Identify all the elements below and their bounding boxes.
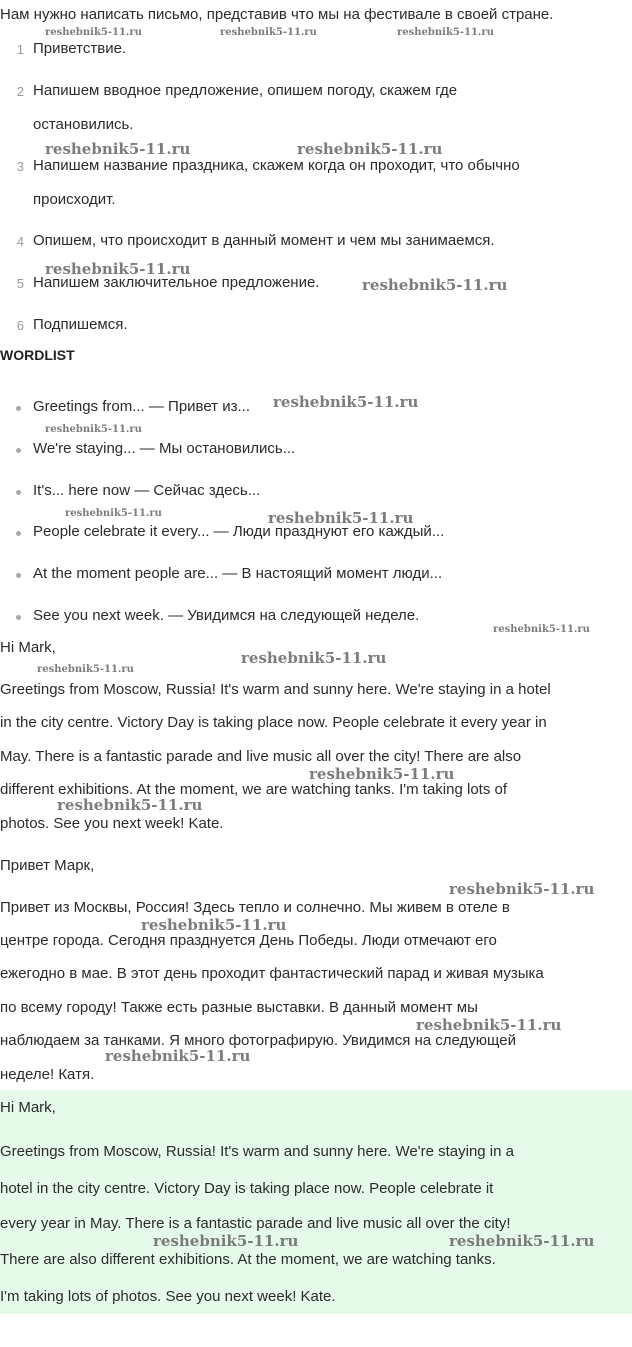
wordlist-item: It's... here now — Сейчас здесь... (33, 482, 261, 499)
bullet-icon (16, 406, 21, 411)
wordlist-item: At the moment people are... — В настоящий момент люди... (33, 565, 443, 582)
watermark: reshebnik5-11.ru (141, 916, 287, 934)
letter-line: центре города. Сегодня празднуется День Победы. Люди отмечают его (0, 932, 497, 949)
letter-line: May. There is a fantastic parade and live music all over the city! There are also (0, 748, 522, 765)
step-number: 4 (16, 234, 24, 249)
step-number: 6 (16, 318, 24, 333)
step-text: Опишем, что происходит в данный момент и чем мы занимаемся. (33, 232, 495, 249)
step-text: происходит. (33, 191, 116, 208)
watermark: reshebnik5-11.ru (449, 1232, 595, 1250)
watermark: reshebnik5-11.ru (493, 624, 590, 635)
watermark: reshebnik5-11.ru (416, 1016, 562, 1034)
letter-line: different exhibitions. At the moment, we are watching tanks. I'm taking lots of (0, 781, 508, 798)
step-text: Напишем название праздника, скажем когда он проходит, что обычно (33, 157, 520, 174)
watermark: reshebnik5-11.ru (297, 140, 443, 158)
letter-line: Greetings from Moscow, Russia! It's warm and sunny here. We're staying in a (0, 1143, 514, 1160)
letter-line: I'm taking lots of photos. See you next week! Kate. (0, 1288, 336, 1305)
watermark: reshebnik5-11.ru (45, 140, 191, 158)
letter-line: по всему городу! Также есть разные выставки. В данный момент мы (0, 999, 478, 1016)
step-number: 5 (16, 276, 24, 291)
letter-greeting: Hi Mark, (0, 1099, 56, 1116)
watermark: reshebnik5-11.ru (65, 508, 162, 519)
step-text: остановились. (33, 116, 134, 133)
step-text: Напишем заключительное предложение. (33, 274, 320, 291)
bullet-icon (16, 490, 21, 495)
watermark: reshebnik5-11.ru (105, 1047, 251, 1065)
intro-text: Нам нужно написать письмо, представив что мы на фестивале в своей стране. (0, 6, 554, 23)
step-text: Подпишемся. (33, 316, 128, 333)
wordlist-item: People celebrate it every... — Люди празднуют его каждый... (33, 523, 445, 540)
letter-box (0, 1090, 632, 1314)
letter-line: every year in May. There is a fantastic parade and live music all over the city! (0, 1215, 511, 1232)
watermark: reshebnik5-11.ru (397, 27, 494, 38)
wordlist-item: We're staying... — Мы остановились... (33, 440, 296, 457)
letter-line: Привет из Москвы, Россия! Здесь тепло и солнечно. Мы живем в отеле в (0, 899, 510, 916)
step-text: Напишем вводное предложение, опишем погоду, скажем где (33, 82, 458, 99)
letter-greeting: Hi Mark, (0, 639, 56, 656)
wordlist-title: WORDLIST (0, 347, 75, 363)
bullet-icon (16, 531, 21, 536)
step-text: Приветствие. (33, 40, 127, 57)
watermark: reshebnik5-11.ru (57, 796, 203, 814)
letter-line: наблюдаем за танками. Я много фотографирую. Увидимся на следующей (0, 1032, 516, 1049)
bullet-icon (16, 448, 21, 453)
letter-line: There are also different exhibitions. At the moment, we are watching tanks. (0, 1251, 496, 1268)
watermark: reshebnik5-11.ru (273, 393, 419, 411)
wordlist-item: See you next week. — Увидимся на следующей неделе. (33, 607, 420, 624)
watermark: reshebnik5-11.ru (37, 664, 134, 675)
watermark: reshebnik5-11.ru (45, 260, 191, 278)
watermark: reshebnik5-11.ru (449, 880, 595, 898)
bullet-icon (16, 615, 21, 620)
watermark: reshebnik5-11.ru (45, 424, 142, 435)
step-number: 3 (16, 159, 24, 174)
watermark: reshebnik5-11.ru (220, 27, 317, 38)
bullet-icon (16, 573, 21, 578)
watermark: reshebnik5-11.ru (153, 1232, 299, 1250)
letter-greeting: Привет Марк, (0, 857, 95, 874)
watermark: reshebnik5-11.ru (309, 765, 455, 783)
watermark: reshebnik5-11.ru (45, 27, 142, 38)
watermark: reshebnik5-11.ru (268, 509, 414, 527)
letter-line: photos. See you next week! Kate. (0, 815, 224, 832)
watermark: reshebnik5-11.ru (241, 649, 387, 667)
letter-line: hotel in the city centre. Victory Day is taking place now. People celebrate it (0, 1180, 494, 1197)
step-number: 1 (16, 42, 24, 57)
letter-line: in the city centre. Victory Day is taking place now. People celebrate it every year in (0, 714, 547, 731)
wordlist-item: Greetings from... — Привет из... (33, 398, 250, 415)
watermark: reshebnik5-11.ru (362, 276, 508, 294)
letter-line: неделе! Катя. (0, 1066, 95, 1083)
step-number: 2 (16, 84, 24, 99)
letter-line: ежегодно в мае. В этот день проходит фантастический парад и живая музыка (0, 965, 544, 982)
letter-line: Greetings from Moscow, Russia! It's warm and sunny here. We're staying in a hotel (0, 681, 551, 698)
